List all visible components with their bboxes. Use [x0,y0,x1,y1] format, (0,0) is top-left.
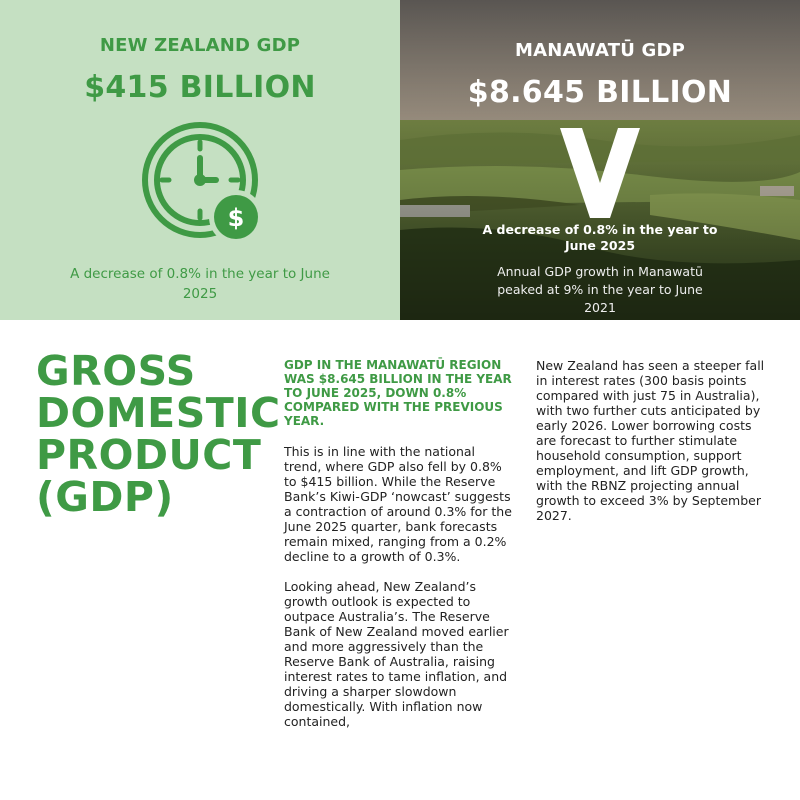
regional-gdp-note: A decrease of 0.8% in the year to June 2025 [482,222,718,253]
svg-text:$: $ [227,204,245,232]
clock-dollar-icon [140,120,270,250]
national-gdp-value: $415 BILLION [84,70,316,105]
article-paragraph-1: This is in line with the national trend, where GDP also fell by 0.8% to $415 billion. While the Reserve Bank’s Kiwi-GDP ‘nowcast’ suggests a contraction of around 0.3% for the June 2025 quarter, bank forecasts remain mixed, ranging from a 0.2% decline to a growth of 0.3%. [284,444,512,564]
article-lead: GDP IN THE MANAWATŪ REGION WAS $8.645 BILLION IN THE YEAR TO JUNE 2025, DOWN 0.8% COMPARED WITH THE PREVIOUS YEAR. [284,358,512,428]
article-column-1 [284,358,514,744]
regional-gdp-subnote: Annual GDP growth in Manawatū peaked at 9% in the year to June 2021 [497,264,703,315]
national-gdp-label: NEW ZEALAND GDP [99,35,301,56]
regional-gdp-value: $8.645 BILLION [467,75,733,110]
national-gdp-note: A decrease of 0.8% in the year to June 2025 [70,266,330,302]
article-title: GROSS DOMESTIC PRODUCT (GDP) [36,347,281,521]
article-column-2 [536,358,766,538]
article-paragraph-2: Looking ahead, New Zealand’s growth outlook is expected to outpace Australia’s. The Reserve Bank of New Zealand moved earlier and more aggressively than the Reserve Bank of Australia, raising interest rates to tame inflation, and driving a sharper slowdown domestically. With inflation now contained, [284,579,509,729]
national-gdp-panel [0,0,400,320]
down-chevron-icon [560,128,640,218]
regional-gdp-panel [400,0,800,320]
regional-gdp-label: MANAWATŪ GDP [514,40,686,61]
article-paragraph-3: New Zealand has seen a steeper fall in interest rates (300 basis points compared with just 75 in Australia), with two further cuts anticipated by early 2026. Lower borrowing costs are forecast to further stimulate household consumption, support employment, and lift GDP growth, with the RBNZ projecting annual growth to exceed 3% by September 2027. [536,358,765,523]
